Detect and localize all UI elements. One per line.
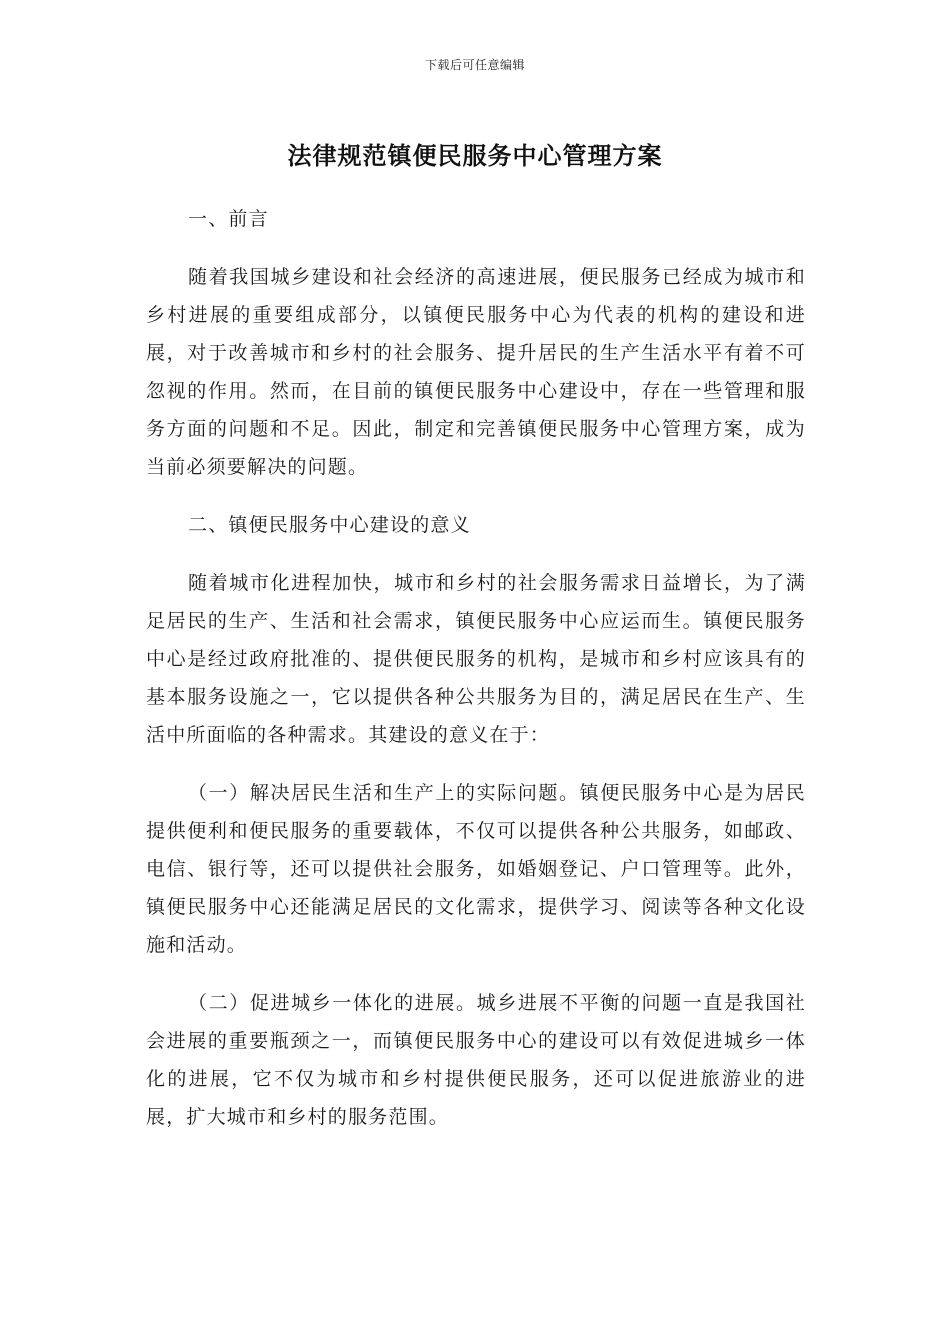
document-body bbox=[146, 200, 806, 1156]
section-heading-significance: 二、镇便民服务中心建设的意义 bbox=[188, 514, 471, 536]
paragraph-significance: 随着城市化进程加快，城市和乡村的社会服务需求日益增长，为了满足居民的生产、生活和社会需求，镇便民服务中心应运而生。镇便民服务中心是经过政府批准的、提供便民服务的机构，是城市和乡村应该具有的基本服务设施之一，它以提供各种公共服务为目的，满足居民在生产、生活中所面临的各种需求。其建设的意义在于： bbox=[146, 572, 806, 746]
paragraph-point-2: （二）促进城乡一体化的进展。城乡进展不平衡的问题一直是我国社会进展的重要瓶颈之一，而镇便民服务中心的建设可以有效促进城乡一体化的进展，它不仅为城市和乡村提供便民服务，还可以促进旅游业的进展，扩大城市和乡村的服务范围。 bbox=[146, 992, 806, 1128]
section-heading-preface: 一、前言 bbox=[188, 208, 269, 230]
paragraph-point-1: （一）解决居民生活和生产上的实际问题。镇便民服务中心是为居民提供便利和便民服务的重要载体，不仅可以提供各种公共服务，如邮政、电信、银行等，还可以提供社会服务，如婚姻登记、户口管理等。此外，镇便民服务中心还能满足居民的文化需求，提供学习、阅读等各种文化设施和活动。 bbox=[146, 782, 806, 956]
paragraph-preface: 随着我国城乡建设和社会经济的高速进展，便民服务已经成为城市和乡村进展的重要组成部分，以镇便民服务中心为代表的机构的建设和进展，对于改善城市和乡村的社会服务、提升居民的生产生活水平有着不可忽视的作用。然而，在目前的镇便民服务中心建设中，存在一些管理和服务方面的问题和不足。因此，制定和完善镇便民服务中心管理方案，成为当前必须要解决的问题。 bbox=[146, 266, 806, 478]
document-title: 法律规范镇便民服务中心管理方案 bbox=[287, 142, 663, 170]
header-note: 下载后可任意编辑 bbox=[424, 58, 525, 72]
